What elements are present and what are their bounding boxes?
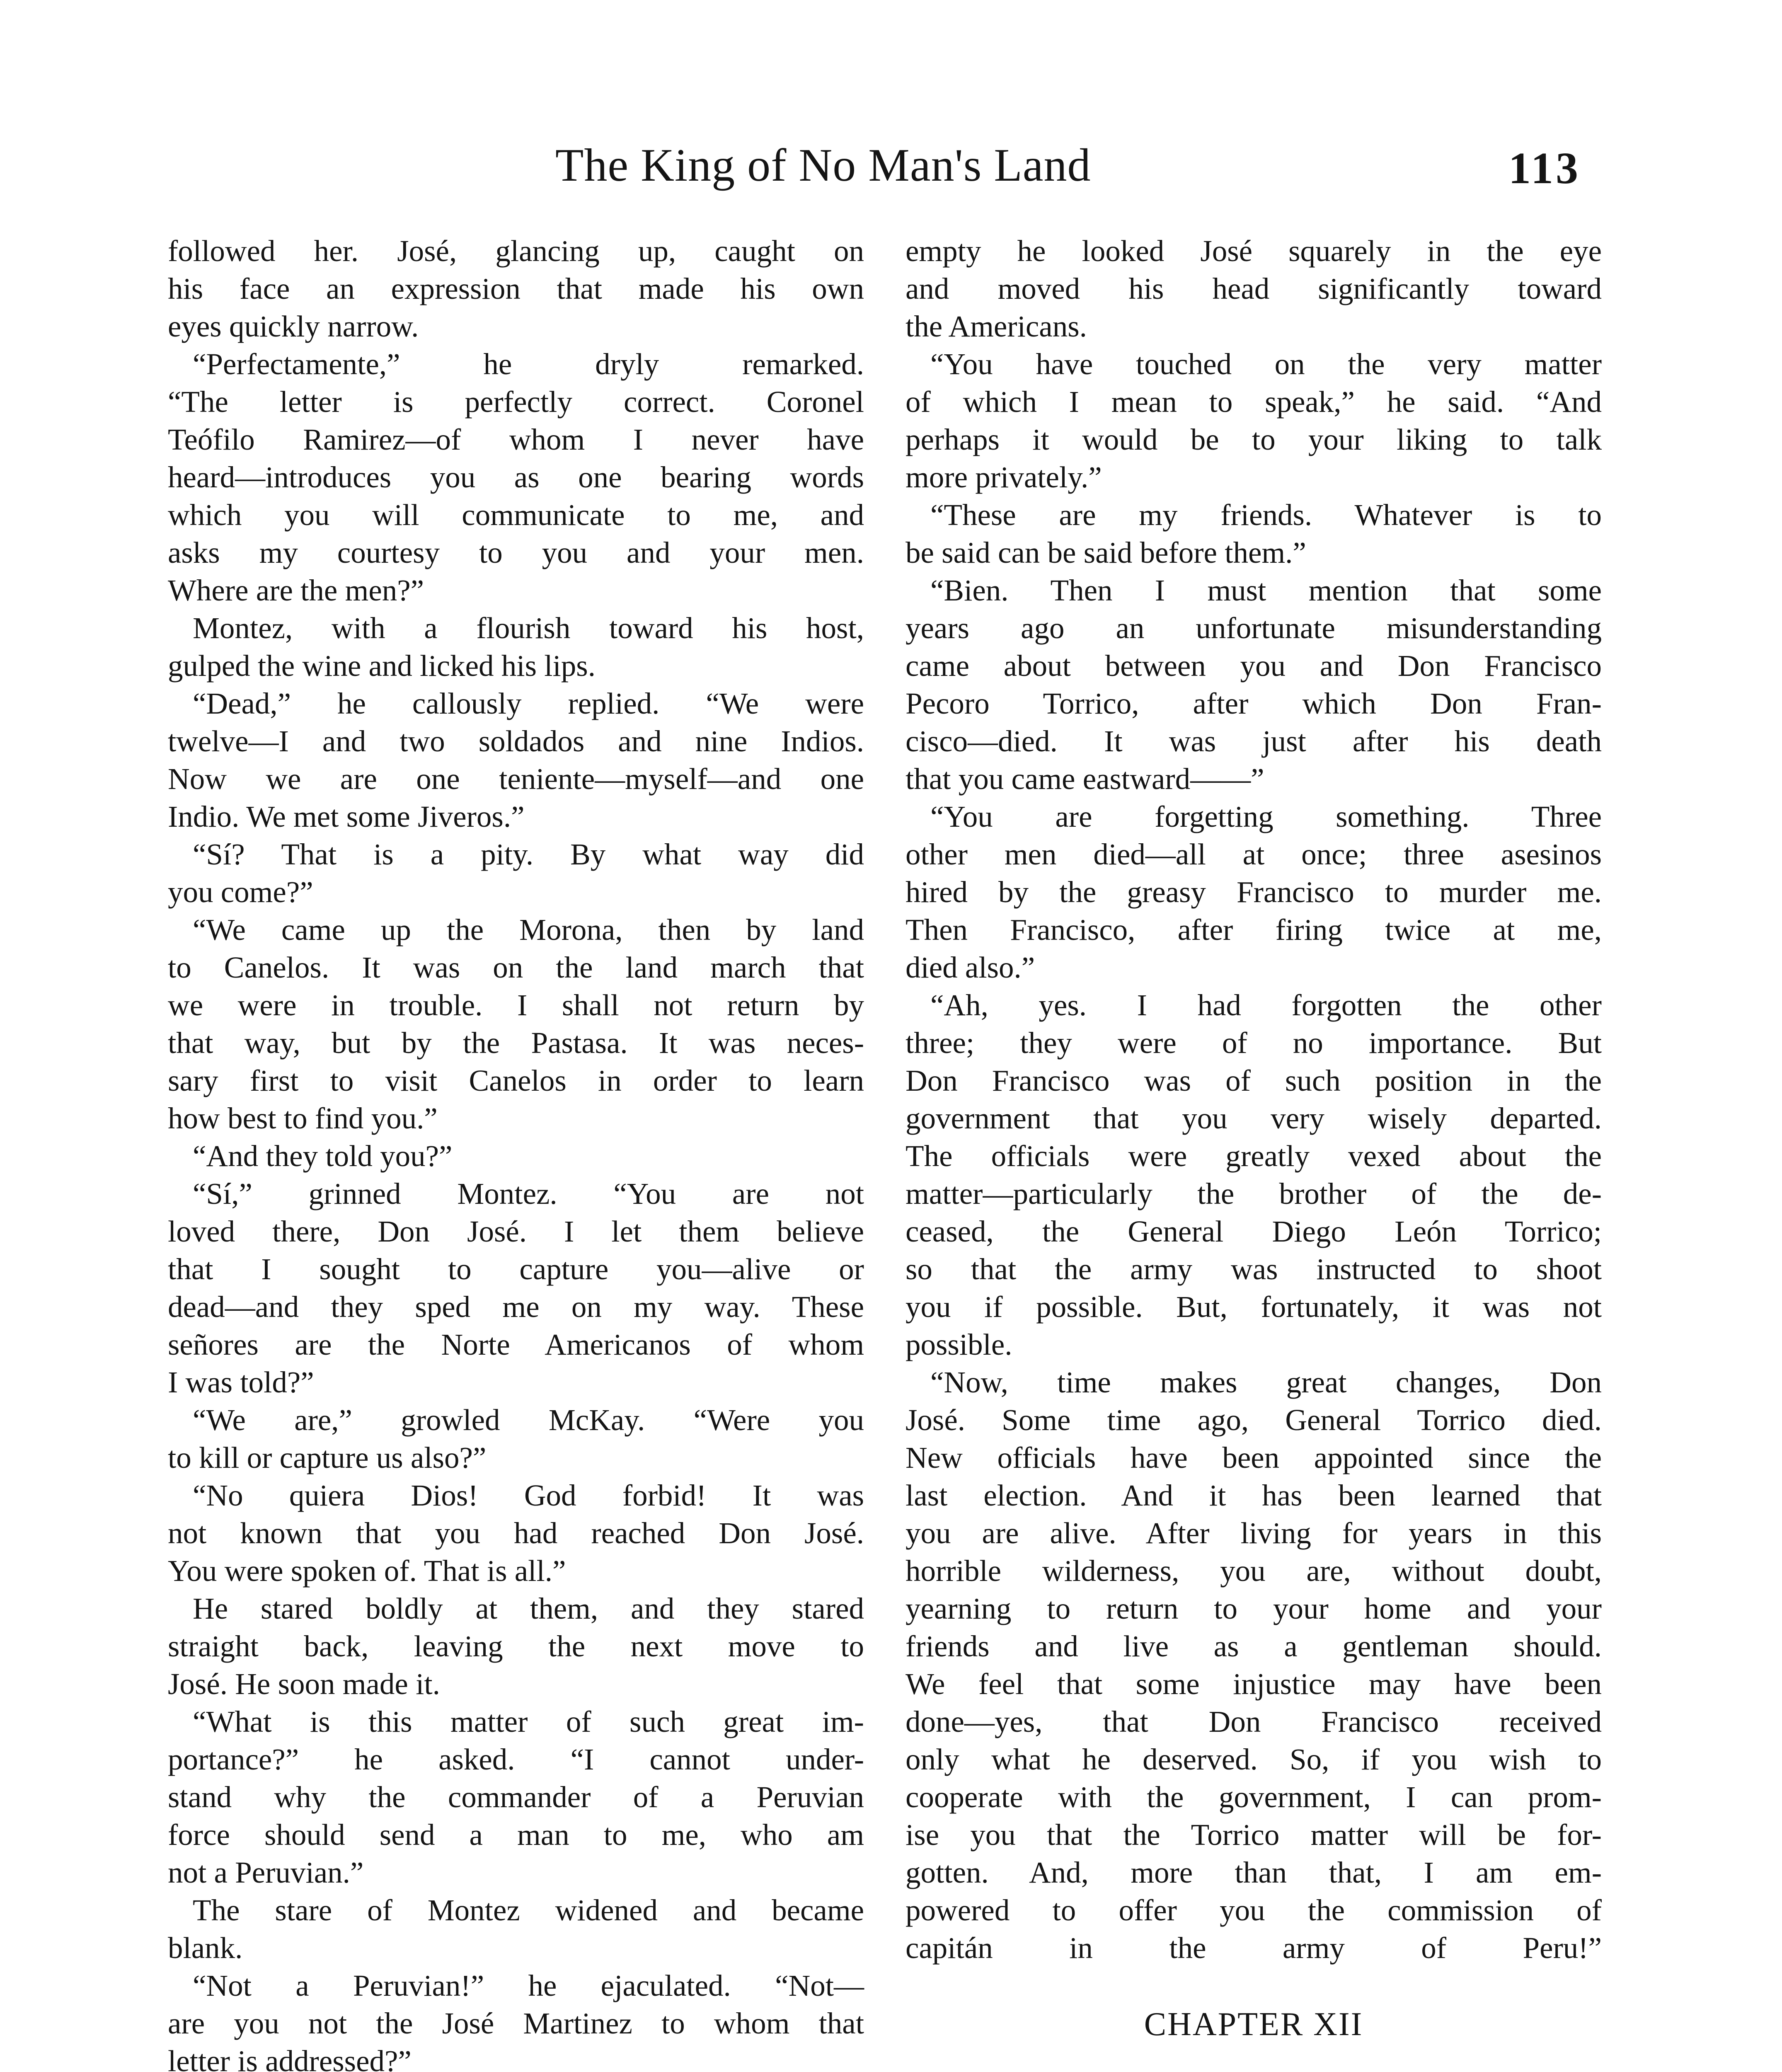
text-line: of which I mean to speak,” he said. “And bbox=[906, 385, 1602, 419]
text-line: “Ah, yes. I had forgotten the other bbox=[930, 988, 1602, 1022]
text-line: “Not a Peruvian!” he ejaculated. “Not— bbox=[193, 1969, 864, 2002]
paragraph bbox=[168, 1137, 864, 1175]
text-line: I was told?” bbox=[168, 1365, 314, 1399]
text-line: stand why the commander of a Peruvian bbox=[168, 1780, 864, 1814]
paragraph bbox=[168, 685, 864, 835]
text-line: Now we are one teniente—myself—and one bbox=[168, 762, 864, 796]
text-line: “Sí,” grinned Montez. “You are not bbox=[193, 1177, 864, 1210]
page-number: 113 bbox=[1508, 144, 1581, 193]
text-line: are you not the José Martinez to whom that bbox=[168, 2007, 864, 2040]
text-line: yearning to return to your home and your bbox=[906, 1592, 1602, 1625]
paragraph bbox=[168, 835, 864, 911]
paragraph bbox=[168, 911, 864, 1137]
text-line: that way, but by the Pastasa. It was neces- bbox=[168, 1026, 864, 1060]
running-title: The King of No Man's Land bbox=[555, 140, 1091, 191]
text-line: his face an expression that made his own bbox=[168, 272, 864, 305]
text-line: and moved his head significantly toward bbox=[906, 272, 1602, 305]
text-line: “Bien. Then I must mention that some bbox=[930, 574, 1602, 607]
text-line: cooperate with the government, I can prom- bbox=[906, 1780, 1602, 1814]
text-line: government that you very wisely departed. bbox=[906, 1101, 1602, 1135]
paragraph bbox=[168, 1891, 864, 1967]
text-line: “Dead,” he callously replied. “We were bbox=[193, 687, 864, 720]
text-line: José. Some time ago, General Torrico died. bbox=[906, 1403, 1602, 1437]
text-line: “What is this matter of such great im- bbox=[193, 1705, 864, 1738]
paragraph bbox=[168, 1175, 864, 1401]
text-line: señores are the Norte Americanos of whom bbox=[168, 1328, 864, 1361]
text-line: “You are forgetting something. Three bbox=[930, 800, 1602, 833]
chapter-heading: CHAPTER XII bbox=[1144, 2006, 1363, 2043]
text-line: done—yes, that Don Francisco received bbox=[906, 1705, 1602, 1738]
text-line: force should send a man to me, who am bbox=[168, 1818, 864, 1852]
text-line: three; they were of no importance. But bbox=[906, 1026, 1602, 1060]
text-line: “Now, time makes great changes, Don bbox=[930, 1365, 1602, 1399]
text-line: to Canelos. It was on the land march that bbox=[168, 951, 864, 984]
text-line: friends and live as a gentleman should. bbox=[906, 1629, 1602, 1663]
text-line: eyes quickly narrow. bbox=[168, 310, 419, 343]
text-line: asks my courtesy to you and your men. bbox=[168, 536, 864, 569]
paragraph bbox=[168, 609, 864, 685]
text-line: “You have touched on the very matter bbox=[930, 347, 1602, 381]
paragraph bbox=[906, 345, 1602, 496]
text-line: ceased, the General Diego León Torrico; bbox=[906, 1215, 1602, 1248]
text-line: only what he deserved. So, if you wish to bbox=[906, 1743, 1602, 1776]
text-line: followed her. José, glancing up, caught on bbox=[168, 234, 864, 268]
right-text-column bbox=[906, 232, 1602, 1967]
text-line: not a Peruvian.” bbox=[168, 1856, 364, 1889]
paragraph bbox=[906, 1363, 1602, 1967]
paragraph bbox=[906, 232, 1602, 345]
paragraph bbox=[168, 1477, 864, 1590]
text-line: other men died—all at once; three asesinos bbox=[906, 838, 1602, 871]
text-line: not known that you had reached Don José. bbox=[168, 1516, 864, 1550]
paragraph bbox=[168, 1967, 864, 2072]
paragraph bbox=[906, 798, 1602, 986]
text-line: letter is addressed?” bbox=[168, 2044, 412, 2072]
text-line: Where are the men?” bbox=[168, 574, 424, 607]
text-line: twelve—I and two soldados and nine Indios. bbox=[168, 724, 864, 758]
text-line: gotten. And, more than that, I am em- bbox=[906, 1856, 1602, 1889]
paragraph bbox=[168, 345, 864, 609]
paragraph bbox=[906, 496, 1602, 571]
text-line: so that the army was instructed to shoot bbox=[906, 1252, 1602, 1286]
text-line: Teófilo Ramirez—of whom I never have bbox=[168, 423, 864, 456]
text-line: portance?” he asked. “I cannot under- bbox=[168, 1743, 864, 1776]
text-line: you if possible. But, fortunately, it was not bbox=[906, 1290, 1602, 1324]
text-line: “No quiera Dios! God forbid! It was bbox=[193, 1479, 864, 1512]
text-line: came about between you and Don Francisco bbox=[906, 649, 1602, 683]
text-line: horrible wilderness, you are, without doubt, bbox=[906, 1554, 1602, 1588]
paragraph bbox=[168, 1703, 864, 1891]
text-line: capitán in the army of Peru!” bbox=[906, 1931, 1602, 1965]
text-line: New officials have been appointed since the bbox=[906, 1441, 1602, 1474]
text-line: blank. bbox=[168, 1931, 243, 1965]
text-line: to kill or capture us also?” bbox=[168, 1441, 487, 1474]
text-line: dead—and they sped me on my way. These bbox=[168, 1290, 864, 1324]
text-line: powered to offer you the commission of bbox=[906, 1893, 1602, 1927]
text-line: He stared boldly at them, and they stared bbox=[193, 1592, 864, 1625]
text-line: José. He soon made it. bbox=[168, 1667, 440, 1701]
left-text-column bbox=[168, 232, 864, 2072]
text-line: “The letter is perfectly correct. Coronel bbox=[168, 385, 864, 419]
text-line: we were in trouble. I shall not return by bbox=[168, 988, 864, 1022]
text-line: died also.” bbox=[906, 951, 1035, 984]
paragraph bbox=[906, 986, 1602, 1363]
text-line: Pecoro Torrico, after which Don Fran- bbox=[906, 687, 1602, 720]
text-line: empty he looked José squarely in the eye bbox=[906, 234, 1602, 268]
text-line: “And they told you?” bbox=[193, 1139, 453, 1173]
text-line: loved there, Don José. I let them believe bbox=[168, 1215, 864, 1248]
text-line: possible. bbox=[906, 1328, 1012, 1361]
text-line: which you will communicate to me, and bbox=[168, 498, 864, 532]
text-line: matter—particularly the brother of the de- bbox=[906, 1177, 1602, 1210]
text-line: the Americans. bbox=[906, 310, 1087, 343]
paragraph bbox=[168, 1590, 864, 1703]
text-line: you are alive. After living for years in this bbox=[906, 1516, 1602, 1550]
text-line: Indio. We met some Jiveros.” bbox=[168, 800, 525, 833]
text-line: years ago an unfortunate misunderstanding bbox=[906, 611, 1602, 645]
text-line: that you came eastward——” bbox=[906, 762, 1264, 796]
text-line: “These are my friends. Whatever is to bbox=[930, 498, 1602, 532]
text-line: The officials were greatly vexed about the bbox=[906, 1139, 1602, 1173]
text-line: more privately.” bbox=[906, 460, 1102, 494]
text-line: Montez, with a flourish toward his host, bbox=[193, 611, 864, 645]
text-line: heard—introduces you as one bearing words bbox=[168, 460, 864, 494]
text-line: last election. And it has been learned that bbox=[906, 1479, 1602, 1512]
text-line: “Perfectamente,” he dryly remarked. bbox=[193, 347, 864, 381]
text-line: gulped the wine and licked his lips. bbox=[168, 649, 596, 683]
text-line: “We came up the Morona, then by land bbox=[193, 913, 864, 946]
text-line: be said can be said before them.” bbox=[906, 536, 1306, 569]
paragraph bbox=[168, 232, 864, 345]
text-line: perhaps it would be to your liking to talk bbox=[906, 423, 1602, 456]
text-line: You were spoken of. That is all.” bbox=[168, 1554, 566, 1588]
text-line: “Sí? That is a pity. By what way did bbox=[193, 838, 864, 871]
text-line: hired by the greasy Francisco to murder me. bbox=[906, 875, 1602, 909]
text-line: you come?” bbox=[168, 875, 313, 909]
paragraph bbox=[168, 1401, 864, 1477]
text-line: The stare of Montez widened and became bbox=[193, 1893, 864, 1927]
text-line: straight back, leaving the next move to bbox=[168, 1629, 864, 1663]
text-line: “We are,” growled McKay. “Were you bbox=[193, 1403, 864, 1437]
text-line: Then Francisco, after firing twice at me, bbox=[906, 913, 1602, 946]
text-line: cisco—died. It was just after his death bbox=[906, 724, 1602, 758]
text-line: how best to find you.” bbox=[168, 1101, 438, 1135]
text-line: sary first to visit Canelos in order to learn bbox=[168, 1064, 864, 1097]
text-line: ise you that the Torrico matter will be for- bbox=[906, 1818, 1602, 1852]
text-line: We feel that some injustice may have been bbox=[906, 1667, 1602, 1701]
text-line: Don Francisco was of such position in the bbox=[906, 1064, 1602, 1097]
text-line: that I sought to capture you—alive or bbox=[168, 1252, 864, 1286]
paragraph bbox=[906, 571, 1602, 798]
